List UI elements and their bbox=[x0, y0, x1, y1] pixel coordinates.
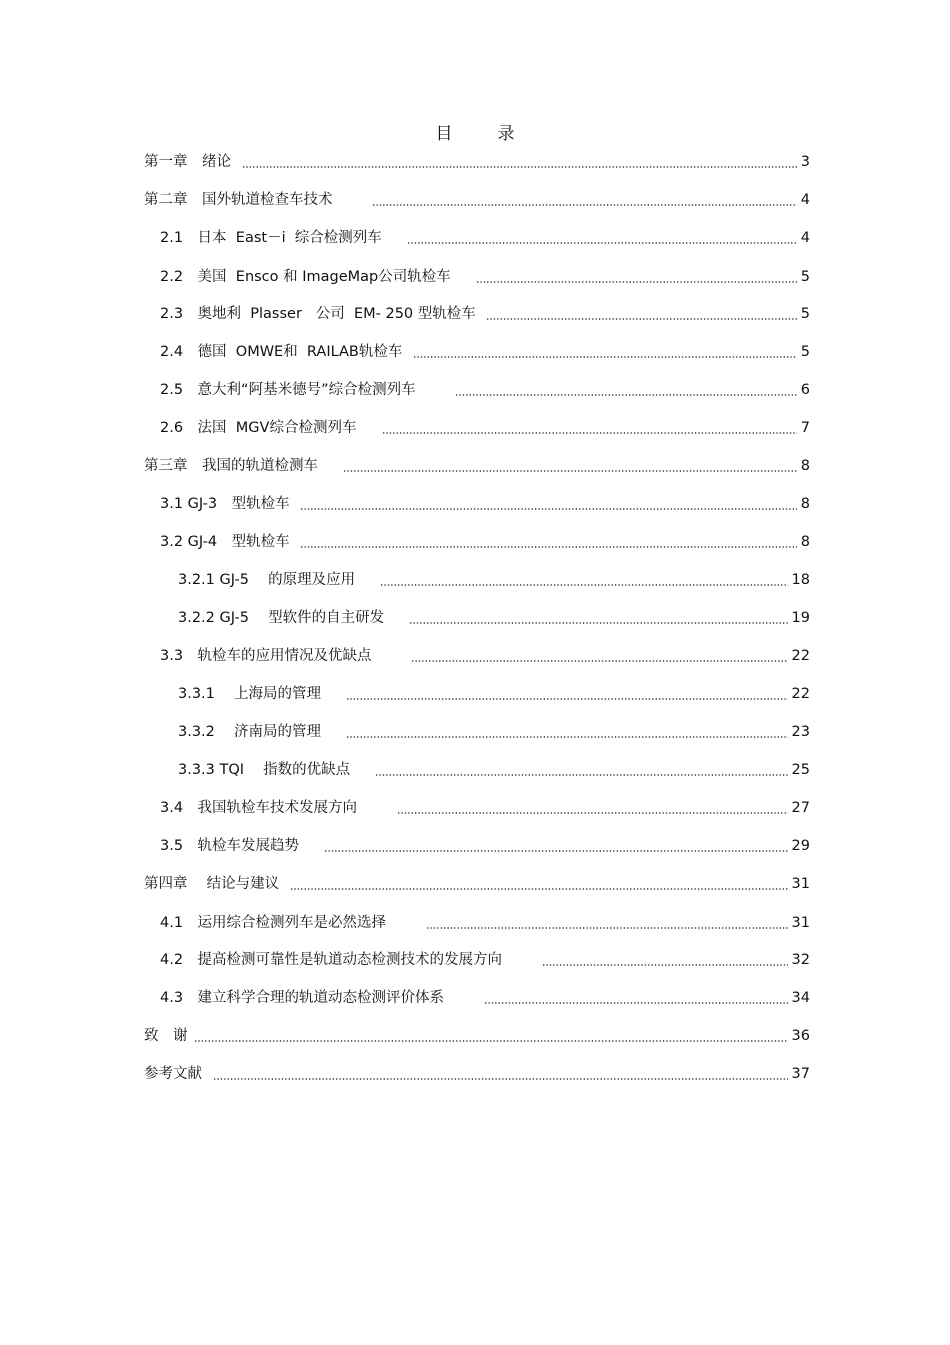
dot-leader bbox=[486, 318, 796, 320]
dot-leader bbox=[411, 660, 787, 662]
toc-entry-label: 3.1 GJ-3 型轨检车 bbox=[160, 496, 295, 512]
toc-entry-label: 2.5 意大利“阿基米德号”综合检测列车 bbox=[160, 382, 450, 398]
toc-entry-label: 4.3 建立科学合理的轨道动态检测评价体系 bbox=[160, 990, 478, 1006]
toc-entry-label: 第三章 我国的轨道检测车 bbox=[144, 458, 338, 474]
toc-entry-label: 3.2.1 GJ-5 的原理及应用 bbox=[178, 572, 375, 588]
dot-leader bbox=[542, 964, 788, 966]
toc-entry-label: 2.6 法国 MGV综合检测列车 bbox=[160, 420, 376, 436]
toc-entry-page: 36 bbox=[791, 1028, 810, 1044]
toc-entry-label: 第二章 国外轨道检查车技术 bbox=[144, 192, 367, 208]
dot-leader bbox=[242, 166, 797, 168]
dot-leader bbox=[300, 508, 797, 510]
toc-entry-label: 3.2 GJ-4 型轨检车 bbox=[160, 534, 295, 550]
dot-leader bbox=[375, 774, 787, 776]
toc-entry-page: 8 bbox=[800, 496, 810, 512]
toc-entry-4-1[interactable] bbox=[160, 911, 810, 933]
dot-leader bbox=[455, 394, 797, 396]
toc-entry-2-3[interactable] bbox=[160, 302, 810, 324]
toc-entry-acknowledgements[interactable] bbox=[144, 1024, 810, 1046]
dot-leader bbox=[346, 736, 787, 738]
toc-entry-label: 3.3 轨检车的应用情况及优缺点 bbox=[160, 648, 406, 664]
toc-entry-label: 3.4 我国轨检车技术发展方向 bbox=[160, 800, 391, 816]
dot-leader bbox=[476, 281, 797, 283]
dot-leader bbox=[300, 546, 797, 548]
dot-leader bbox=[380, 584, 787, 586]
toc-entry-label: 3.2.2 GJ-5 型软件的自主研发 bbox=[178, 610, 404, 626]
toc-entry-page: 4 bbox=[800, 192, 810, 208]
dot-leader bbox=[397, 812, 788, 814]
toc-entry-2-1[interactable] bbox=[160, 226, 810, 248]
dot-leader bbox=[407, 242, 797, 244]
toc-entry-references[interactable] bbox=[144, 1062, 810, 1084]
toc-entry-chapter-4[interactable] bbox=[144, 872, 810, 894]
toc-entry-label: 2.4 德国 OMWE和 RAILAB轨检车 bbox=[160, 344, 407, 360]
toc-entry-3-2-1[interactable] bbox=[178, 568, 810, 590]
dot-leader bbox=[324, 850, 787, 852]
toc-entry-3-3-3[interactable] bbox=[178, 758, 810, 780]
toc-entry-3-4[interactable] bbox=[160, 796, 810, 818]
toc-entry-label: 2.3 奥地利 Plasser 公司 EM- 250 型轨检车 bbox=[160, 306, 481, 322]
toc-entry-page: 5 bbox=[800, 344, 810, 360]
toc-entry-3-3-1[interactable] bbox=[178, 682, 810, 704]
toc-entry-2-5[interactable] bbox=[160, 378, 810, 400]
toc-entry-3-2[interactable] bbox=[160, 530, 810, 552]
toc-entry-label: 2.1 日本 East－i 综合检测列车 bbox=[160, 230, 401, 246]
toc-title: 目 录 bbox=[435, 124, 529, 144]
dot-leader bbox=[409, 622, 787, 624]
dot-leader bbox=[372, 204, 797, 206]
dot-leader bbox=[426, 927, 788, 929]
toc-entry-page: 7 bbox=[800, 420, 810, 436]
toc-entry-label: 3.3.2 济南局的管理 bbox=[178, 724, 341, 740]
dot-leader bbox=[382, 432, 797, 434]
toc-entry-page: 23 bbox=[791, 724, 810, 740]
dot-leader bbox=[413, 356, 797, 358]
toc-entry-label: 致 谢 bbox=[144, 1028, 188, 1044]
toc-entry-label: 3.3.3 TQI 指数的优缺点 bbox=[178, 762, 370, 778]
toc-entry-page: 22 bbox=[791, 686, 810, 702]
toc-entry-3-3[interactable] bbox=[160, 644, 810, 666]
toc-entry-page: 6 bbox=[800, 382, 810, 398]
toc-entry-label: 参考文献 bbox=[144, 1066, 207, 1082]
toc-entry-page: 8 bbox=[800, 458, 810, 474]
toc-entry-3-1[interactable] bbox=[160, 492, 810, 514]
toc-entry-page: 19 bbox=[791, 610, 810, 626]
toc-entry-page: 18 bbox=[791, 572, 810, 588]
dot-leader bbox=[194, 1040, 788, 1042]
dot-leader bbox=[343, 470, 797, 472]
toc-entry-page: 31 bbox=[791, 876, 810, 892]
toc-entry-page: 25 bbox=[791, 762, 810, 778]
toc-entry-label: 3.3.1 上海局的管理 bbox=[178, 686, 341, 702]
toc-entry-chapter-3[interactable] bbox=[144, 454, 810, 476]
toc-entry-chapter-2[interactable] bbox=[144, 188, 810, 210]
toc-entry-label: 4.2 提高检测可靠性是轨道动态检测技术的发展方向 bbox=[160, 952, 536, 968]
toc-entry-chapter-1[interactable] bbox=[144, 150, 810, 172]
toc-entry-2-2[interactable] bbox=[160, 265, 810, 287]
toc-entry-3-5[interactable] bbox=[160, 834, 810, 856]
toc-entry-label: 4.1 运用综合检测列车是必然选择 bbox=[160, 915, 420, 931]
toc-entry-label: 2.2 美国 Ensco 和 ImageMap公司轨检车 bbox=[160, 269, 470, 285]
toc-entry-page: 22 bbox=[791, 648, 810, 664]
toc-entry-page: 37 bbox=[791, 1066, 810, 1082]
toc-entry-label: 3.5 轨检车发展趋势 bbox=[160, 838, 319, 854]
toc-entry-page: 5 bbox=[800, 306, 810, 322]
toc-entry-page: 29 bbox=[791, 838, 810, 854]
toc-entry-4-3[interactable] bbox=[160, 986, 810, 1008]
toc-entry-4-2[interactable] bbox=[160, 948, 810, 970]
toc-entry-label: 第四章 结论与建议 bbox=[144, 876, 284, 892]
toc-entry-3-3-2[interactable] bbox=[178, 720, 810, 742]
toc-entry-2-4[interactable] bbox=[160, 340, 810, 362]
dot-leader bbox=[346, 698, 787, 700]
toc-entry-page: 3 bbox=[800, 154, 810, 170]
dot-leader bbox=[213, 1078, 788, 1080]
toc-entry-page: 31 bbox=[791, 915, 810, 931]
toc-entry-label: 第一章 绪论 bbox=[144, 154, 236, 170]
toc-entry-page: 34 bbox=[791, 990, 810, 1006]
toc-entry-page: 27 bbox=[791, 800, 810, 816]
toc-entry-3-2-2[interactable] bbox=[178, 606, 810, 628]
dot-leader bbox=[484, 1002, 788, 1004]
toc-entry-page: 8 bbox=[800, 534, 810, 550]
toc-entry-2-6[interactable] bbox=[160, 416, 810, 438]
toc-entry-page: 5 bbox=[800, 269, 810, 285]
toc-entry-page: 4 bbox=[800, 230, 810, 246]
toc-entry-page: 32 bbox=[791, 952, 810, 968]
dot-leader bbox=[290, 888, 788, 890]
